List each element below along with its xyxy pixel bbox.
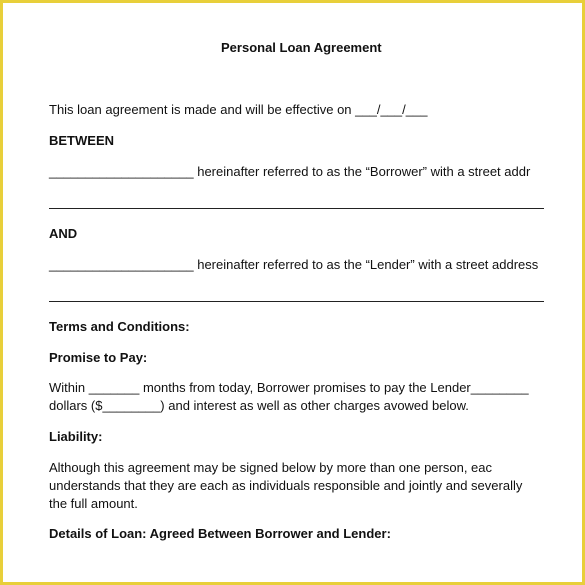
between-label: BETWEEN bbox=[49, 133, 114, 148]
document-page bbox=[3, 3, 544, 582]
lender-line: ____________________ hereinafter referred to as the “Lender” with a street address bbox=[49, 257, 539, 272]
terms-heading: Terms and Conditions: bbox=[49, 319, 190, 334]
effective-date-line: This loan agreement is made and will be effective on ___/___/___ bbox=[49, 102, 428, 117]
liability-text-line-1: Although this agreement may be signed below by more than one person, eac bbox=[49, 460, 492, 475]
document-title: Personal Loan Agreement bbox=[221, 40, 382, 55]
promise-heading: Promise to Pay: bbox=[49, 350, 148, 365]
liability-heading: Liability: bbox=[49, 429, 103, 444]
promise-text-line-2: dollars ($________) and interest as well as other charges avowed below. bbox=[49, 398, 469, 413]
borrower-line: ____________________ hereinafter referred to as the “Borrower” with a street addr bbox=[49, 164, 531, 179]
liability-text-line-2: understands that they are each as individuals responsible and jointly and severally bbox=[49, 478, 523, 493]
and-label: AND bbox=[49, 226, 78, 241]
borrower-address-rule bbox=[49, 208, 544, 209]
promise-text-line-1: Within _______ months from today, Borrower promises to pay the Lender________ bbox=[49, 380, 529, 395]
liability-text-line-3: the full amount. bbox=[49, 496, 138, 511]
lender-address-rule bbox=[49, 301, 544, 302]
details-heading: Details of Loan: Agreed Between Borrower and Lender: bbox=[49, 526, 391, 541]
